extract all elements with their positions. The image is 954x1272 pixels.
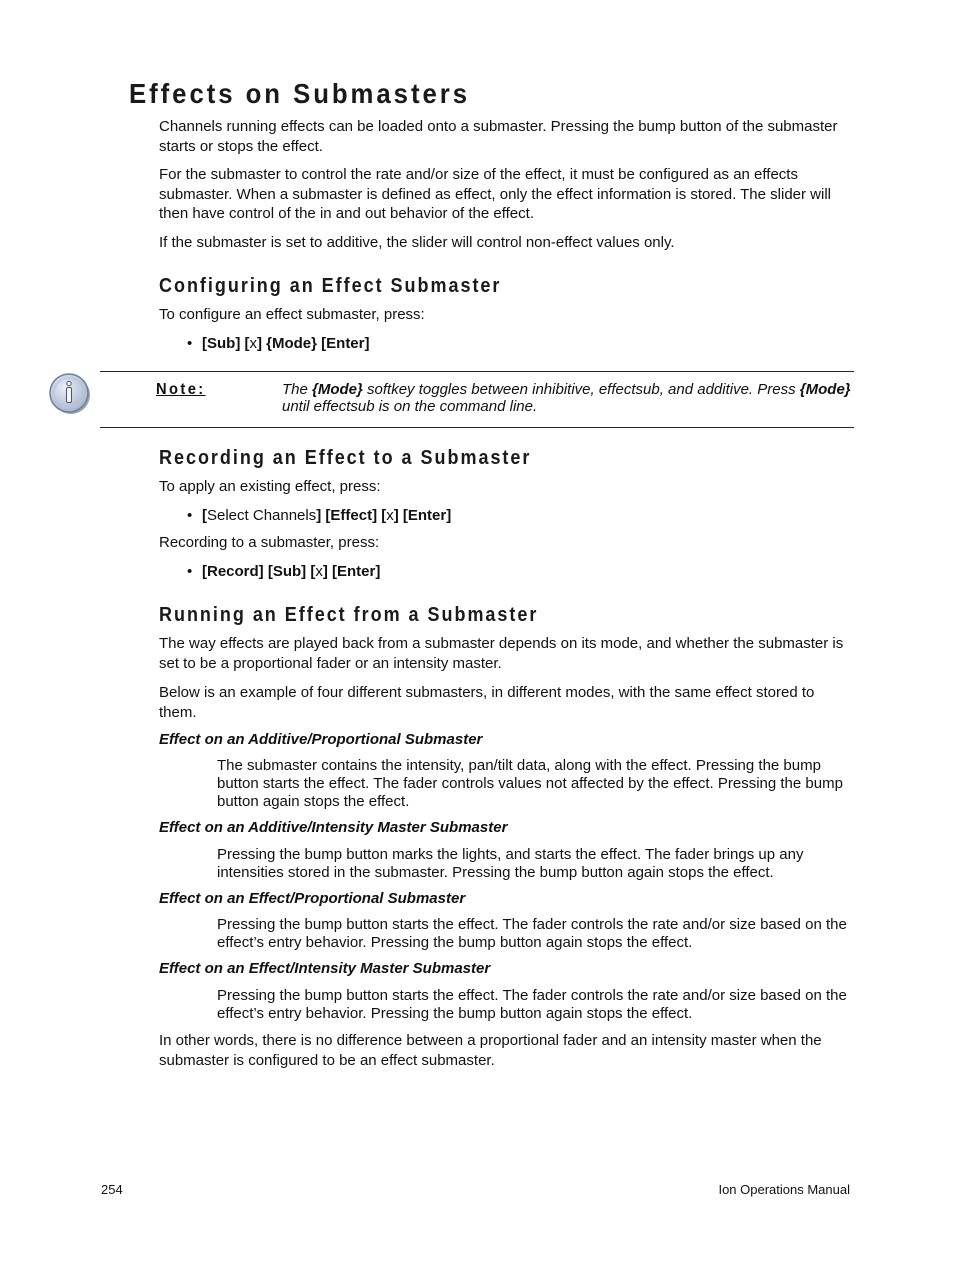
configuring-text: To configure an effect submaster, press: xyxy=(159,306,425,323)
running-closing: In other words, there is no difference between a proportional fader and an intensity master when the submaster is configured to be an effect submaster. xyxy=(159,1032,822,1069)
page-number: 254 xyxy=(101,1182,123,1197)
text-effect-proportional: Pressing the bump button starts the effect. The fader controls the rate and/or size based on the effect’s entry behavior. Pressing the bump button again stops the effect. xyxy=(217,916,847,951)
subheading-additive-intensity: Effect on an Additive/Intensity Master Submaster xyxy=(159,819,508,836)
text-additive-intensity: Pressing the bump button marks the lights, and starts the effect. The fader brings up any intensities stored in the submaster. Pressing the bump button again stops the effect. xyxy=(217,846,804,881)
manual-title: Ion Operations Manual xyxy=(718,1182,850,1197)
intro-paragraph-3: If the submaster is set to additive, the slider will control non-effect values only. xyxy=(159,234,675,251)
section-heading-running: Running an Effect from a Submaster xyxy=(159,604,539,626)
recording-text-2: Recording to a submaster, press: xyxy=(159,534,380,551)
subheading-effect-proportional: Effect on an Effect/Proportional Submaster xyxy=(159,890,466,907)
running-paragraph-1: The way effects are played back from a submaster depends on its mode, and whether the submaster is set to be a proportional fader or an intensity master. xyxy=(159,635,844,672)
subheading-additive-proportional: Effect on an Additive/Proportional Submaster xyxy=(159,731,483,748)
section-heading-recording: Recording an Effect to a Submaster xyxy=(159,447,532,469)
page-title: Effects on Submasters xyxy=(129,78,470,109)
configuring-keystroke: • [Sub] [x] {Mode} [Enter] xyxy=(187,335,370,352)
note-top-rule xyxy=(100,371,854,372)
recording-keystroke-2: • [Record] [Sub] [x] [Enter] xyxy=(187,563,381,580)
info-icon xyxy=(48,371,92,415)
section-heading-configuring: Configuring an Effect Submaster xyxy=(159,275,502,297)
text-additive-proportional: The submaster contains the intensity, pan/tilt data, along with the effect. Pressing the bump button starts the effect. The fader controls values not affected by the effect. Pressing the bump button again stops the effect. xyxy=(217,757,843,810)
note-label: Note: xyxy=(156,381,206,398)
intro-paragraph-2: For the submaster to control the rate and/or size of the effect, it must be configured as an effects submaster. When a submaster is defined as effect, only the effect information is stored. The slider will then have control of the in and out behavior of the effect. xyxy=(159,166,831,222)
note-text: The {Mode} softkey toggles between inhibitive, effectsub, and additive. Press {Mode} until effectsub is on the command line. xyxy=(282,381,851,415)
recording-keystroke-1: • [Select Channels] [Effect] [x] [Enter] xyxy=(187,507,452,524)
intro-paragraph-1: Channels running effects can be loaded onto a submaster. Pressing the bump button of the submaster starts or stops the effect. xyxy=(159,118,838,155)
subheading-effect-intensity: Effect on an Effect/Intensity Master Submaster xyxy=(159,960,491,977)
text-effect-intensity: Pressing the bump button starts the effect. The fader controls the rate and/or size based on the effect’s entry behavior. Pressing the bump button again stops the effect. xyxy=(217,987,847,1022)
note-bottom-rule xyxy=(100,427,854,428)
running-paragraph-2: Below is an example of four different submasters, in different modes, with the same effect stored to them. xyxy=(159,684,815,721)
recording-text-1: To apply an existing effect, press: xyxy=(159,478,381,495)
